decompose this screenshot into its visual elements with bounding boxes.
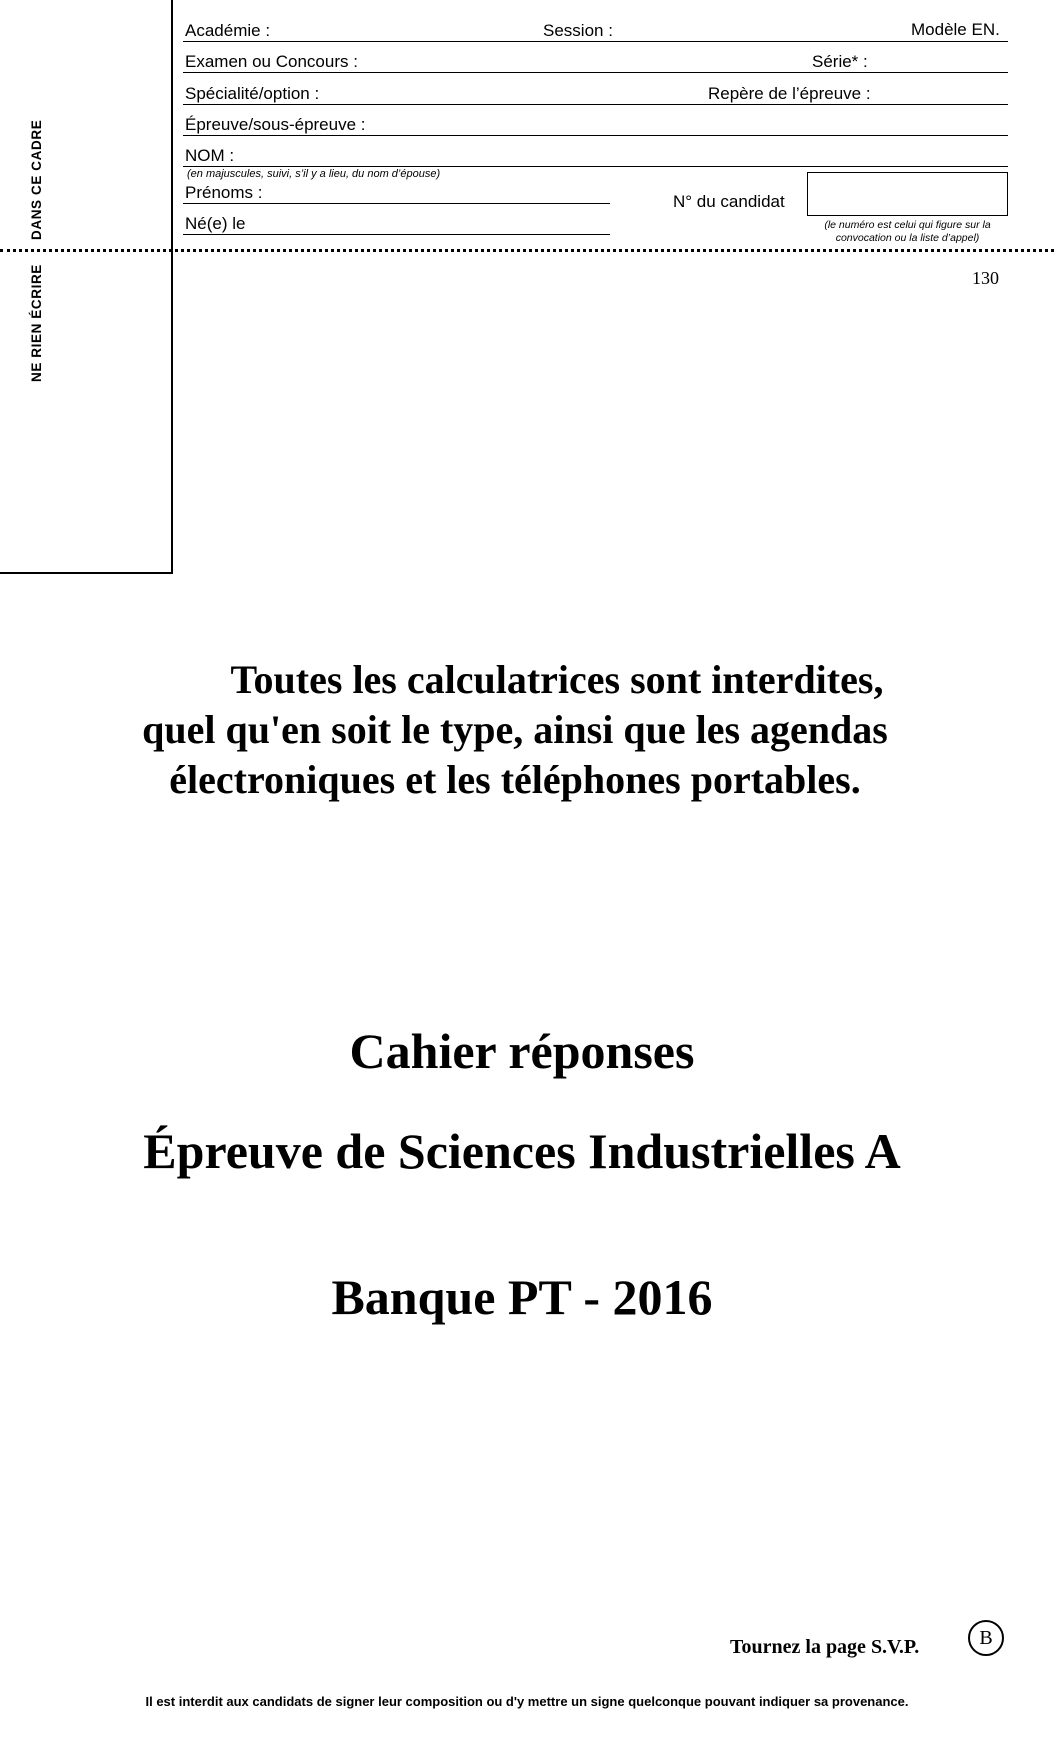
title-banque: Banque PT - 2016 xyxy=(331,1269,713,1325)
modele-label: Modèle EN. xyxy=(911,20,1000,39)
footer-warning: Il est interdit aux candidats de signer leur composition ou d'y mettre un signe quelconque pouvant indiquer sa provenance. xyxy=(145,1694,909,1709)
cut-line-dotted xyxy=(0,249,1054,252)
specialite-label: Spécialité/option : xyxy=(185,84,320,103)
page-badge-b: B xyxy=(968,1620,1004,1656)
candidat-note-2: convocation ou la liste d’appel) xyxy=(835,232,980,244)
nele-line[interactable] xyxy=(183,234,610,235)
notice-line-1: Toutes les calculatrices sont interdites, xyxy=(230,657,884,702)
notice-line-3: électroniques et les téléphones portables. xyxy=(169,757,861,802)
title-cahier-reponses: Cahier réponses xyxy=(349,1023,695,1079)
epreuve-label: Épreuve/sous-épreuve : xyxy=(185,115,366,134)
title-epreuve: Épreuve de Sciences Industrielles A xyxy=(143,1123,901,1179)
margin-frame xyxy=(0,0,173,574)
repere-label: Repère de l’épreuve : xyxy=(708,84,871,103)
nele-label: Né(e) le xyxy=(185,214,246,233)
epreuve-line[interactable] xyxy=(183,135,1008,136)
nom-line[interactable] xyxy=(183,166,1008,167)
session-label: Session : xyxy=(543,21,613,40)
academie-line[interactable] xyxy=(183,41,1008,42)
candidat-note-1: (le numéro est celui qui figure sur la xyxy=(824,219,991,231)
page-number: 130 xyxy=(972,268,999,288)
nom-label: NOM : xyxy=(185,146,235,165)
candidat-number-box[interactable] xyxy=(807,172,1008,216)
specialite-line[interactable] xyxy=(183,104,1008,105)
nom-note: (en majuscules, suivi, s’il y a lieu, du nom d’épouse) xyxy=(187,168,441,180)
academie-label: Académie : xyxy=(185,21,271,40)
prenoms-line[interactable] xyxy=(183,203,610,204)
serie-label: Série* : xyxy=(812,52,868,71)
tournez-la-page: Tournez la page S.V.P. xyxy=(730,1636,920,1658)
candidat-label: N° du candidat xyxy=(673,192,785,211)
examen-line[interactable] xyxy=(183,72,1008,73)
notice-line-2: quel qu'en soit le type, ainsi que les agendas xyxy=(142,707,888,752)
examen-label: Examen ou Concours : xyxy=(185,52,358,71)
prenoms-label: Prénoms : xyxy=(185,183,263,202)
vertical-label-top: DANS CE CADRE xyxy=(29,119,44,240)
vertical-label-bottom: NE RIEN ÉCRIRE xyxy=(29,264,44,382)
